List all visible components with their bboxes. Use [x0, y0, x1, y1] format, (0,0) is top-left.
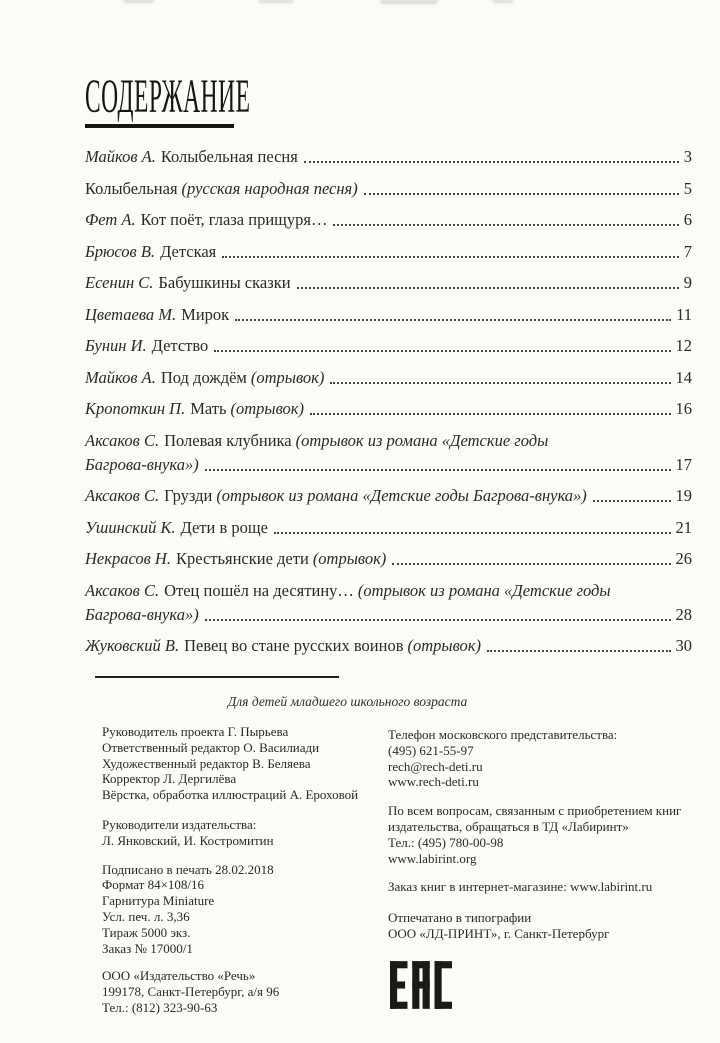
title-underline — [85, 124, 234, 128]
toc-entry — [85, 336, 692, 356]
toc-title: Колыбельная песня — [160, 147, 298, 166]
colophon-line: Л. Янковский, И. Костромитин — [102, 832, 274, 848]
colophon-line: Художественный редактор В. Беляева — [102, 755, 311, 771]
toc-page-number: 21 — [675, 517, 692, 537]
colophon-line: Подписано в печать 28.02.2018 — [102, 861, 274, 877]
toc-title: Грузди — [164, 486, 213, 505]
colophon-line: ООО «Издательство «Речь» — [102, 968, 256, 984]
toc-page-number: 26 — [675, 549, 692, 568]
toc-author: Майков А. — [85, 147, 156, 166]
toc-title: Отец пошёл на десятину… — [164, 580, 354, 600]
toc-page-number: 14 — [675, 367, 692, 387]
toc-author: Некрасов Н. — [85, 549, 171, 568]
toc-title: Детская — [160, 241, 217, 261]
toc-entry — [85, 518, 692, 538]
toc-author: Аксаков С. — [85, 486, 160, 505]
dots-leader — [487, 650, 671, 652]
dots-leader — [392, 563, 670, 565]
colophon-line: Тел.: (495) 780-00-98 — [388, 834, 504, 850]
toc-page-number: 6 — [683, 210, 692, 229]
colophon-line: Гарнитура Miniature — [102, 893, 215, 909]
printed-block — [388, 910, 681, 942]
dots-leader — [304, 161, 679, 163]
scan-smudge — [492, 0, 514, 3]
toc-entry — [85, 273, 692, 293]
toc-note-continuation: Багрова-внука») — [85, 454, 199, 474]
toc-entry — [85, 399, 692, 419]
toc-page-number: 5 — [683, 178, 692, 198]
colophon-line: Телефон московского представительства: — [388, 727, 618, 742]
toc-note: (русская народная песня) — [181, 178, 358, 198]
toc-author: Брюсов В. — [85, 241, 156, 261]
toc-author: Есенин С. — [85, 273, 154, 292]
eac-mark-wrap — [390, 961, 681, 1013]
dots-leader — [330, 382, 670, 384]
dots-leader — [274, 532, 671, 534]
dots-leader — [333, 224, 678, 226]
colophon-line: www.rech-deti.ru — [388, 774, 479, 790]
colophon-line: (495) 621-55-97 — [388, 742, 474, 758]
toc-title: Полевая клубника — [164, 430, 292, 450]
toc-note: (отрывок из романа «Детские годы Багрова-внука») — [216, 486, 587, 505]
toc-header — [85, 70, 416, 128]
scan-smudge — [380, 0, 438, 4]
colophon-line: Руководитель проекта Г. Пырьева — [102, 724, 289, 739]
colophon-line: Усл. печ. л. 3,36 — [102, 908, 190, 924]
moscow-office-block — [388, 727, 681, 790]
toc-page-number: 17 — [675, 454, 692, 474]
colophon-line: Тираж 5000 экз. — [102, 924, 191, 940]
colophon-line: Руководители издательства: — [102, 816, 257, 832]
toc-page-number: 9 — [683, 273, 692, 292]
toc-entry — [85, 179, 692, 199]
toc-author: Аксаков С. — [85, 580, 160, 600]
toc-title: Мирок — [181, 304, 230, 324]
colophon-line: Заказ книг в интернет-магазине: www.labirint.ru — [388, 879, 653, 895]
toc-author: Бунин И. — [85, 336, 147, 355]
toc-title: Кот поёт, глаза прищуря… — [140, 210, 328, 229]
toc-note: (отрывок) — [407, 636, 481, 655]
colophon-line: По всем вопросам, связанным с приобретением книг — [388, 803, 682, 819]
colophon-line: Тел.: (812) 323-90-63 — [102, 999, 218, 1015]
toc-title: Дети в роще — [180, 517, 268, 537]
print-info-block — [102, 862, 388, 957]
toc-entry — [85, 242, 692, 262]
toc-author: Цветаева М. — [85, 304, 177, 324]
toc-title: Под дождём — [160, 367, 247, 387]
colophon-line: www.labirint.org — [388, 850, 477, 866]
toc-author: Кропоткин П. — [85, 399, 186, 418]
toc-page-number: 16 — [675, 399, 692, 418]
toc-page-number: 11 — [676, 304, 692, 324]
toc-page-number: 28 — [675, 604, 692, 624]
colophon-line: Ответственный редактор О. Василиади — [102, 739, 320, 755]
toc-title: Бабушкины сказки — [158, 273, 291, 292]
management-block — [102, 817, 388, 849]
colophon-left-column — [102, 724, 388, 1016]
publisher-block — [102, 968, 388, 1015]
toc-entry — [85, 581, 692, 625]
table-of-contents — [85, 147, 692, 668]
dots-leader — [297, 287, 679, 289]
dots-leader — [593, 500, 671, 502]
colophon-right-column — [388, 724, 681, 1016]
colophon-line: rech@rech-deti.ru — [388, 758, 483, 774]
colophon-line: Формат 84×108/16 — [102, 877, 205, 893]
toc-title: Мать — [190, 399, 227, 418]
toc-note: (отрывок из романа «Детские годы — [357, 580, 611, 600]
toc-title: Певец во стане русских воинов — [184, 636, 404, 655]
colophon-line: Вёрстка, обработка иллюстраций А. Ероховой — [102, 787, 359, 803]
colophon-line: 199178, Санкт-Петербург, а/я 96 — [102, 984, 280, 1000]
toc-entry — [85, 431, 692, 475]
colophon-line: Корректор Л. Дергилёва — [102, 771, 237, 787]
dots-leader — [222, 256, 678, 258]
toc-entry — [85, 368, 692, 388]
toc-entry — [85, 147, 692, 167]
toc-author: Ушинский К. — [85, 517, 176, 537]
colophon-line: ООО «ЛД-ПРИНТ», г. Санкт-Петербург — [388, 925, 610, 941]
colophon-divider — [95, 676, 339, 678]
toc-page-number: 7 — [683, 241, 692, 261]
toc-note: (отрывок из романа «Детские годы — [295, 430, 549, 450]
order-block — [388, 879, 681, 895]
colophon-line: Отпечатано в типографии — [388, 910, 532, 926]
scan-smudge — [258, 0, 294, 3]
toc-entry — [85, 636, 692, 656]
toc-entry — [85, 305, 692, 325]
dots-leader — [310, 413, 670, 415]
toc-note: (отрывок) — [250, 367, 325, 387]
dots-leader — [205, 619, 671, 621]
colophon-line: Заказ № 17000/1 — [102, 940, 193, 956]
toc-author: Аксаков С. — [85, 430, 160, 450]
colophon — [102, 724, 680, 1016]
toc-entry — [85, 210, 692, 230]
toc-author: Майков А. — [85, 367, 156, 387]
audience-note: Для детей младшего школьного возраста — [227, 694, 468, 709]
scan-smudge — [123, 0, 155, 3]
colophon-line: издательства, обращаться в ТД «Лабиринт» — [388, 818, 629, 834]
toc-note: (отрывок) — [312, 549, 387, 568]
page-title: СОДЕРЖАНИЕ — [85, 70, 251, 124]
toc-title: Крестьянские дети — [175, 549, 309, 568]
toc-page-number: 19 — [675, 486, 692, 505]
labirint-block — [388, 803, 681, 866]
credits-block — [102, 724, 388, 803]
toc-note-continuation: Багрова-внука») — [85, 604, 199, 624]
toc-page-number: 30 — [675, 636, 692, 655]
toc-page-number: 3 — [683, 147, 692, 166]
dots-leader — [235, 319, 671, 321]
dots-leader — [205, 469, 671, 471]
dots-leader — [214, 350, 670, 352]
toc-title: Колыбельная — [85, 178, 178, 198]
toc-entry — [85, 486, 692, 506]
toc-note: (отрывок) — [230, 399, 305, 418]
toc-title: Детство — [151, 336, 209, 355]
toc-entry — [85, 549, 692, 569]
toc-author: Фет А. — [85, 210, 136, 229]
toc-page-number: 12 — [675, 336, 692, 355]
toc-author: Жуковский В. — [85, 636, 180, 655]
eac-conformity-mark-icon — [390, 961, 452, 1009]
dots-leader — [364, 193, 679, 195]
